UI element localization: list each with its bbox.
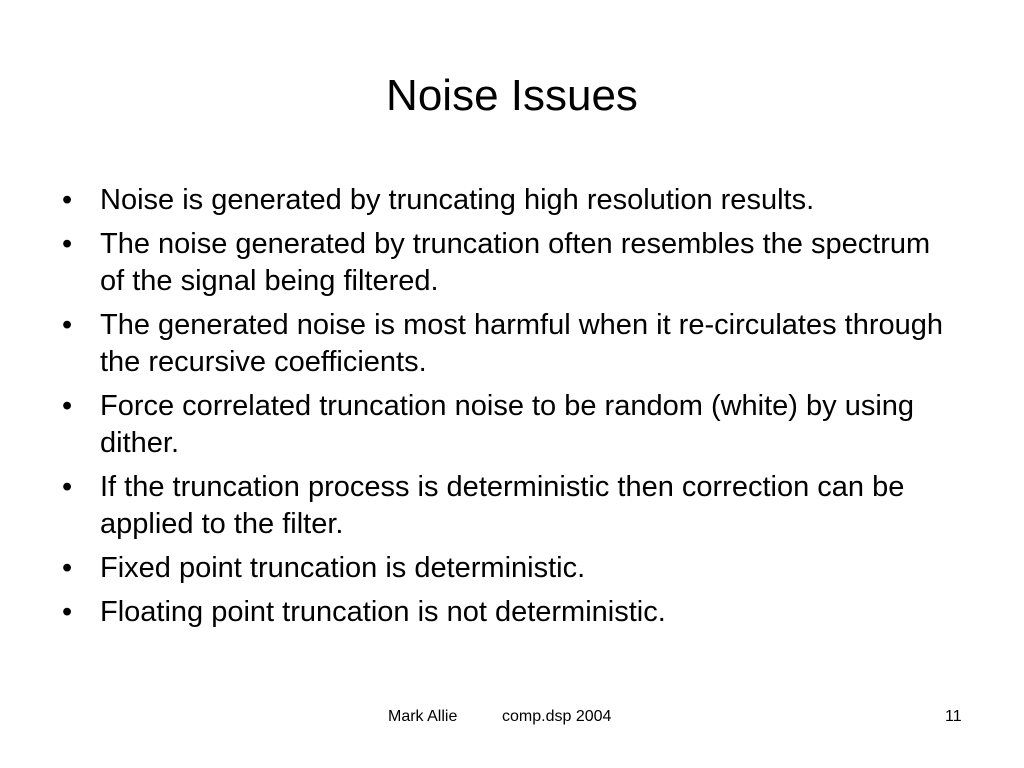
bullet-icon: • — [62, 228, 73, 260]
bullet-icon: • — [62, 309, 73, 341]
footer-author: Mark Allie — [388, 708, 458, 725]
bullet-item — [56, 307, 956, 381]
bullet-list — [56, 182, 956, 638]
page-number: 11 — [945, 708, 962, 725]
bullet-item — [56, 594, 956, 631]
bullet-text: The generated noise is most harmful when it re-circulates through the recursive coefficients. — [100, 309, 944, 378]
bullet-text: If the truncation process is deterministic then correction can be applied to the filter. — [100, 471, 905, 540]
bullet-text: Floating point truncation is not deterministic. — [100, 596, 666, 628]
bullet-item — [56, 226, 956, 300]
bullet-item — [56, 182, 956, 219]
bullet-icon: • — [62, 184, 73, 216]
footer-venue: comp.dsp 2004 — [502, 708, 612, 725]
bullet-item — [56, 469, 956, 543]
bullet-item — [56, 550, 956, 587]
bullet-icon: • — [62, 552, 73, 584]
bullet-text: Force correlated truncation noise to be random (white) by using dither. — [100, 390, 915, 459]
bullet-icon: • — [62, 596, 73, 628]
bullet-text: Noise is generated by truncating high resolution results. — [100, 184, 815, 216]
bullet-item — [56, 388, 956, 462]
slide-title: Noise Issues — [386, 71, 638, 120]
bullet-icon: • — [62, 390, 73, 422]
bullet-icon: • — [62, 471, 73, 503]
bullet-text: Fixed point truncation is deterministic. — [100, 552, 586, 584]
bullet-text: The noise generated by truncation often resembles the spectrum of the signal being filtered. — [100, 228, 931, 297]
